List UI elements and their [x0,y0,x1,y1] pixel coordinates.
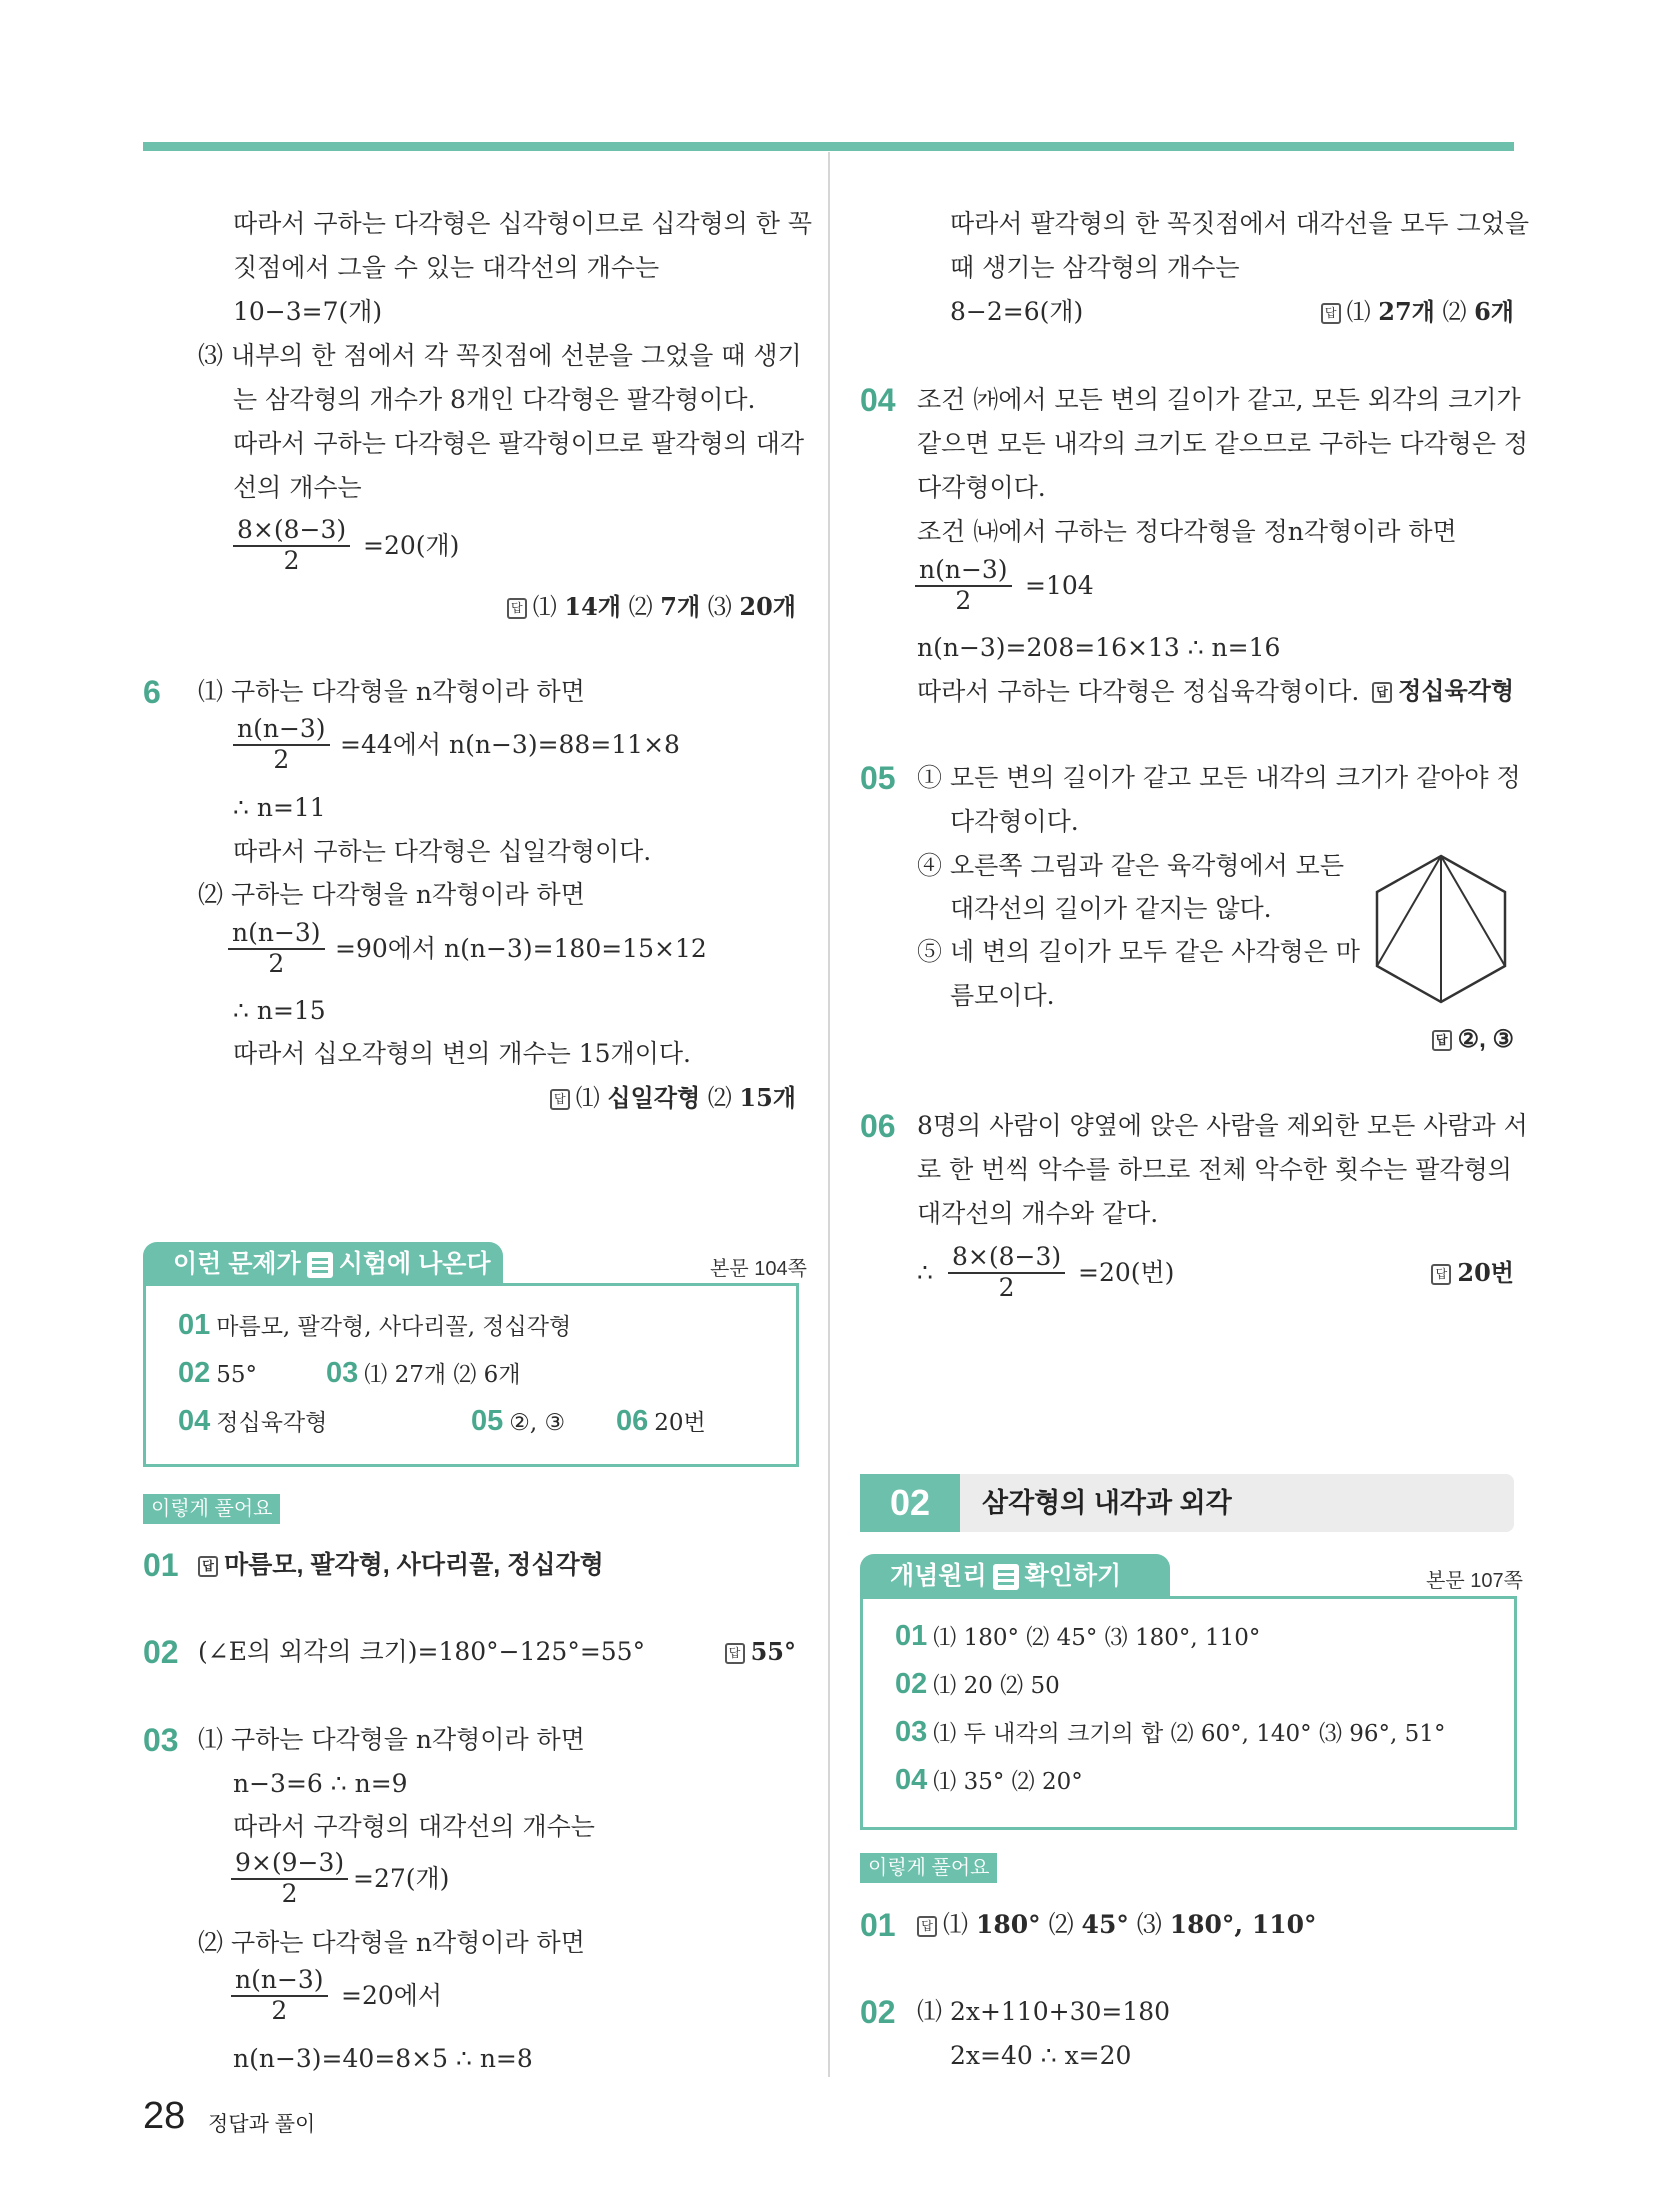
text-line: 따라서 구하는 다각형은 팔각형이므로 팔각형의 대각 [233,429,805,458]
column-divider [828,152,830,2077]
text-line: ① 모든 변의 길이가 같고 모든 내각의 크기가 같아야 정 [917,763,1521,792]
text-line: ⑴ 2x+110+30=180 [917,1997,1171,2026]
problem-number: 01 [143,1547,179,1583]
text-line: 따라서 구각형의 대각선의 개수는 [233,1812,595,1841]
answer-mark-icon: 답 [507,598,527,619]
answer-mark-icon: 답 [550,1089,570,1110]
text-line: 다각형이다. [950,807,1079,836]
box-row: 03 ⑴ 27개 ⑵ 6개 [326,1357,521,1389]
box-row: 06 20번 [616,1405,706,1437]
text-line: ⑵ 구하는 다각형을 n각형이라 하면 [198,1928,585,1957]
fraction [233,714,330,774]
text-line: 다각형이다. [917,473,1046,502]
fraction-result: =20에서 [341,1981,443,2010]
fraction-denominator: 2 [915,585,1012,615]
answer-mark-icon: 답 [1432,1030,1452,1051]
page-footer-label: 정답과 풀이 [208,2113,316,2136]
concept-box-tab: 개념원리 확인하기 [860,1554,1170,1598]
fraction-result: =44에서 n(n−3)=88=11×8 [340,730,680,759]
text-line: ⑶ 내부의 한 점에서 각 꼭짓점에 선분을 그었을 때 생기 [198,341,802,370]
text-line: ⑵ 구하는 다각형을 n각형이라 하면 [198,880,585,909]
problem-number: 05 [860,760,896,796]
section-header [860,1474,1514,1532]
problem-number: 6 [143,674,161,710]
fraction-numerator: n(n−3) [237,714,326,743]
concept-answers-box [860,1596,1517,1830]
fraction-numerator: n(n−3) [232,918,321,947]
problem-number: 06 [860,1108,896,1144]
answer-mark-icon: 답 [1321,303,1341,324]
box-row: 02 55° [178,1357,258,1389]
problem-number: 02 [860,1994,896,2030]
box-row: 02 ⑴ 20 ⑵ 50 [895,1668,1060,1700]
fraction-denominator: 2 [233,744,330,774]
fraction-result: =20(번) [1078,1258,1175,1287]
text-line: n−3=6 ∴ n=9 [233,1769,408,1798]
text-line: 따라서 팔각형의 한 꼭짓점에서 대각선을 모두 그었을 [950,209,1529,238]
fraction-denominator: 2 [228,948,325,978]
answer-line: 답 20번 [1431,1258,1514,1288]
box-row: 03 ⑴ 두 내각의 크기의 합 ⑵ 60°, 140° ⑶ 96°, 51° [895,1716,1446,1748]
box-row: 01 ⑴ 180° ⑵ 45° ⑶ 180°, 110° [895,1620,1261,1652]
fraction-denominator: 2 [231,1995,328,2025]
text-line: 때 생기는 삼각형의 개수는 [950,253,1240,282]
exam-answers-box [143,1283,799,1467]
answer-line: 답 정십육각형 [1372,677,1514,707]
fraction-numerator: 9×(9−3) [235,1848,345,1877]
problem-number: 02 [143,1634,179,1670]
text-line: 2x=40 ∴ x=20 [950,2041,1132,2070]
fraction-result: =90에서 n(n−3)=180=15×12 [335,934,707,963]
solution-label: 이렇게 풀어요 [143,1494,280,1524]
text-line: 따라서 구하는 다각형은 십일각형이다. [233,837,652,866]
section-title: 삼각형의 내각과 외각 [982,1488,1232,1518]
text-line: n(n−3)=40=8×5 ∴ n=8 [233,2044,533,2073]
text-line: 는 삼각형의 개수가 8개인 다각형은 팔각형이다. [233,385,756,414]
text-line: n(n−3)=208=16×13 ∴ n=16 [917,633,1281,662]
answer-line: 답 마름모, 팔각형, 사다리꼴, 정십각형 [198,1550,604,1580]
solution-label: 이렇게 풀어요 [860,1853,997,1883]
fraction-numerator: 8×(8−3) [237,515,347,544]
text-line: 10−3=7(개) [233,297,383,326]
fraction [231,1965,328,2025]
text-line: ∴ n=11 [233,793,326,822]
top-rule [143,142,1514,151]
text-line: 따라서 구하는 다각형은 정십육각형이다. [917,677,1360,706]
fraction-result: =27(개) [353,1864,450,1893]
answer-line: 답 55° [725,1637,796,1667]
text-line: ∴ n=15 [233,996,326,1025]
answer-line: 답 ⑴ 14개 ⑵ 7개 ⑶ 20개 [507,592,796,622]
therefore-symbol: ∴ [917,1258,933,1287]
hexagon-figure [1371,852,1511,1006]
text-line: 름모이다. [950,981,1055,1010]
text-line: 8명의 사람이 양옆에 앉은 사람을 제외한 모든 사람과 서 [917,1111,1528,1140]
book-icon [993,1564,1019,1590]
fraction-denominator: 2 [948,1272,1065,1302]
page-reference: 본문 104쪽 [710,1258,807,1280]
answer-mark-icon: 답 [917,1916,937,1937]
problem-number: 03 [143,1722,179,1758]
text-line: ⑤ 네 변의 길이가 모두 같은 사각형은 마 [917,937,1360,966]
answer-mark-icon: 답 [1372,682,1392,703]
box-row: 05 ②, ③ [471,1405,566,1437]
fraction-numerator: 8×(8−3) [952,1242,1062,1271]
exam-box-tab: 이런 문제가 시험에 나온다 [143,1242,503,1286]
text-line: 8−2=6(개) [950,297,1084,326]
answer-mark-icon: 답 [1431,1264,1451,1285]
answer-line: 답 ②, ③ [1432,1025,1514,1055]
fraction-result: =104 [1025,571,1094,600]
text-line: 선의 개수는 [233,473,362,502]
fraction-denominator: 2 [231,1878,348,1908]
page-reference: 본문 107쪽 [1426,1570,1523,1592]
section-number: 02 [860,1474,960,1532]
text-line: ④ 오른쪽 그림과 같은 육각형에서 모든 [917,851,1344,880]
fraction-denominator: 2 [233,545,350,575]
text-line: 따라서 십오각형의 변의 개수는 15개이다. [233,1039,691,1068]
problem-number: 01 [860,1907,896,1943]
fraction-result: =20(개) [363,531,460,560]
problem-number: 04 [860,382,896,418]
box-row: 04 정십육각형 [178,1405,328,1437]
answer-line: 답 ⑴ 십일각형 ⑵ 15개 [550,1083,796,1113]
answer-mark-icon: 답 [198,1556,218,1577]
page-number: 28 [143,2095,186,2137]
text-line: 로 한 번씩 악수를 하므로 전체 악수한 횟수는 팔각형의 [917,1155,1512,1184]
text-line: 대각선의 길이가 같지는 않다. [950,894,1272,923]
fraction [233,515,350,575]
box-row: 01 마름모, 팔각형, 사다리꼴, 정십각형 [178,1309,572,1341]
fraction-numerator: n(n−3) [919,555,1008,584]
answer-mark-icon: 답 [725,1643,745,1664]
fraction [231,1848,348,1908]
text-line: 따라서 구하는 다각형은 십각형이므로 십각형의 한 꼭 [233,209,812,238]
text-line: ⑴ 구하는 다각형을 n각형이라 하면 [198,677,585,706]
box-row: 04 ⑴ 35° ⑵ 20° [895,1764,1083,1796]
fraction [228,918,325,978]
fraction [948,1242,1065,1302]
fraction [915,555,1012,615]
text-line: (∠E의 외각의 크기)=180°−125°=55° [198,1637,646,1666]
fraction-numerator: n(n−3) [235,1965,324,1994]
text-line: 짓점에서 그을 수 있는 대각선의 개수는 [233,253,660,282]
book-icon [307,1252,333,1278]
text-line: ⑴ 구하는 다각형을 n각형이라 하면 [198,1725,585,1754]
text-line: 같으면 모든 내각의 크기도 같으므로 구하는 다각형은 정 [917,429,1529,458]
answer-line: 답 ⑴ 27개 ⑵ 6개 [1321,297,1514,327]
text-line: 조건 ㈎에서 모든 변의 길이가 같고, 모든 외각의 크기가 [917,385,1521,414]
text-line: 대각선의 개수와 같다. [917,1199,1159,1228]
answer-line: 답 ⑴ 180° ⑵ 45° ⑶ 180°, 110° [917,1910,1317,1940]
text-line: 조건 ㈏에서 구하는 정다각형을 정n각형이라 하면 [917,517,1457,546]
